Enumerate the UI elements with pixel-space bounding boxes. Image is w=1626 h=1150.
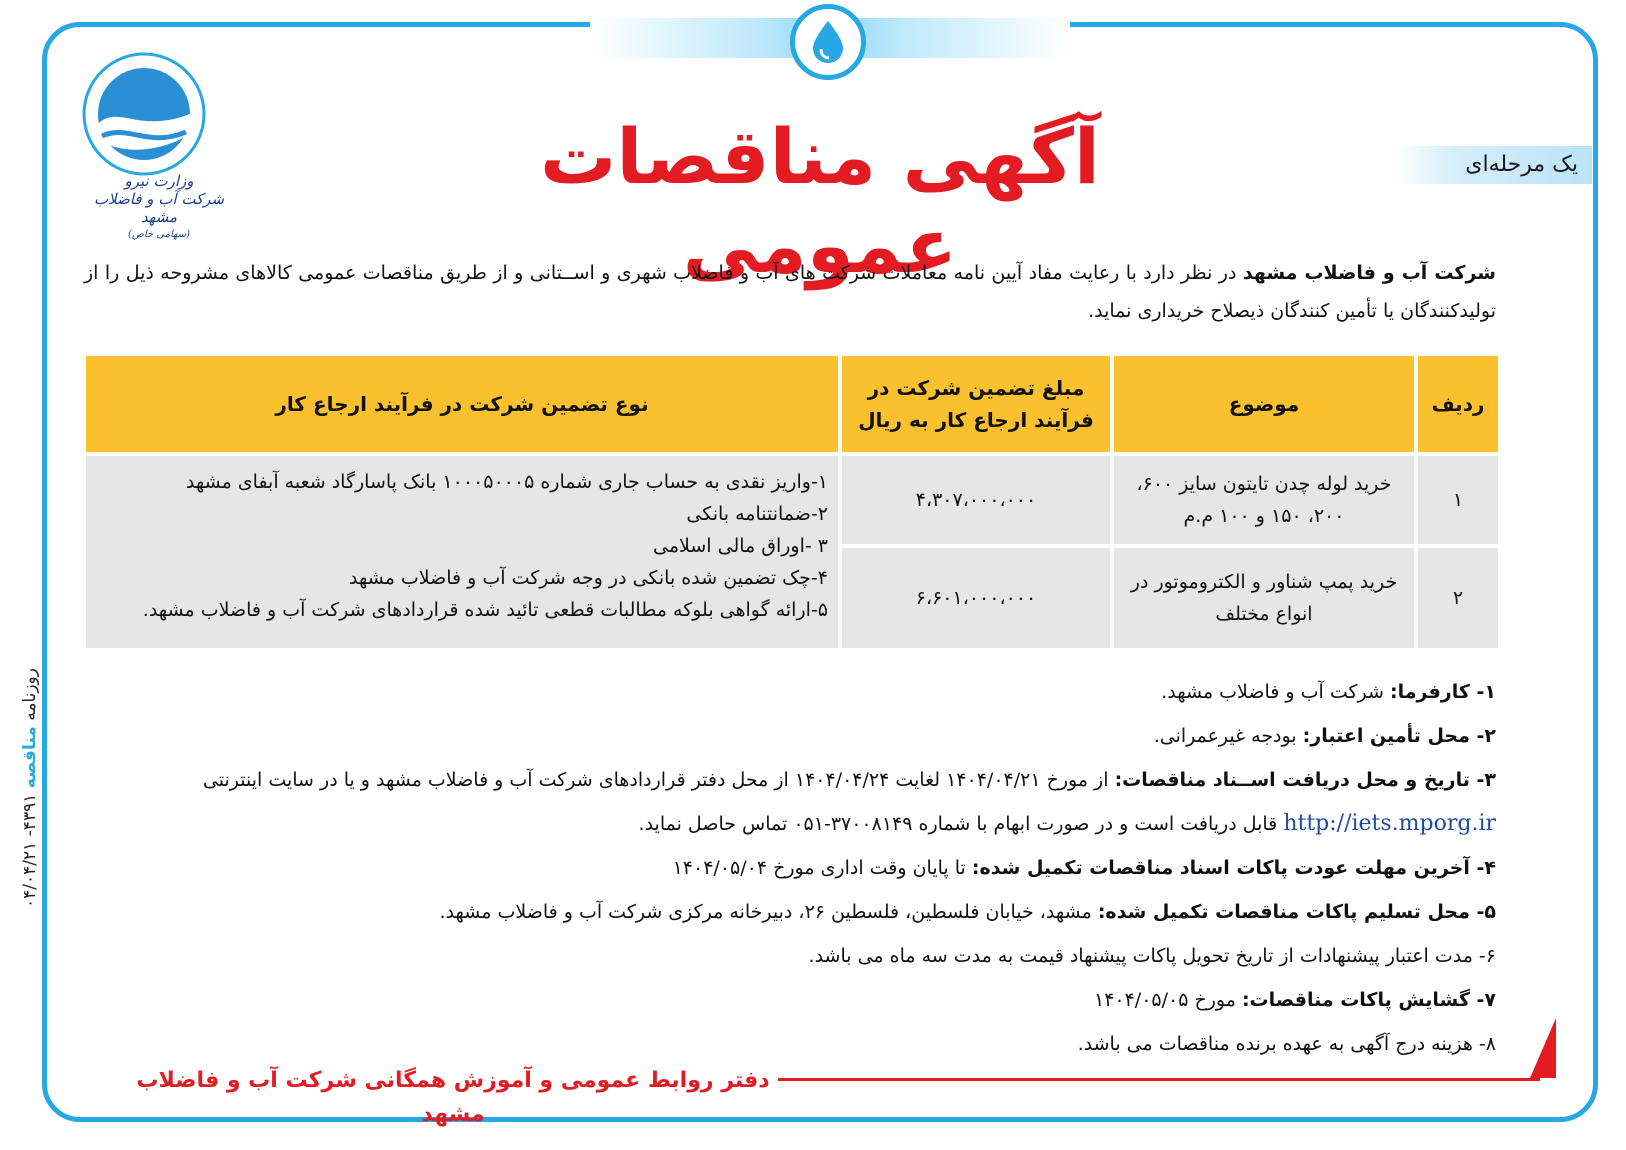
row-no: ۱ (1418, 452, 1498, 544)
intro-company: شرکت آب و فاضلاب مشهد (1242, 262, 1496, 284)
condition-label: ۴- آخرین مهلت عودت پاکات اسناد مناقصات تکمیل شده: (971, 857, 1496, 879)
condition-text: مشهد، خیابان فلسطین، فلسطین ۲۶، دبیرخانه مرکزی شرکت آب و فاضلاب مشهد. (439, 901, 1098, 923)
newspaper-name: روزنامه (20, 668, 40, 721)
table-header-row (86, 356, 1498, 452)
row-subject: خرید لوله چدن تایتون سایز ۶۰۰، ۲۰۰، ۱۵۰ و ۱۰۰ م.م (1114, 452, 1414, 544)
condition-item (84, 890, 1496, 934)
page-title: آگهی مناقصات عمومی (540, 112, 1100, 290)
header-row-no: ردیف (1418, 356, 1498, 452)
row-subject: خرید پمپ شناور و الکتروموتور در انواع مختلف (1114, 544, 1414, 648)
condition-text: بودجه غیرعمرانی. (1153, 725, 1303, 747)
condition-label: ۵- محل تسلیم پاکات مناقصات تکمیل شده: (1097, 901, 1496, 923)
guarantee-item: ۵-ارائه گواهی بلوکه مطالبات قطعی تائید شده قراردادهای شرکت آب و فاضلاب مشهد. (142, 599, 828, 621)
condition-item (84, 802, 1496, 846)
header-amount: مبلغ تضمین شرکت در فرآیند ارجاع کار به ریال (842, 356, 1110, 452)
iets-link[interactable]: http://iets.mporg.ir (1283, 811, 1496, 836)
stage-label: یک مرحله‌ای (1392, 146, 1592, 184)
newspaper-issue: ۴۳۹۱- ۰۴/۰۴/۲۱ (20, 793, 40, 908)
condition-item (84, 714, 1496, 758)
condition-item (84, 1022, 1496, 1066)
condition-text: شرکت آب و فاضلاب مشهد. (1161, 681, 1390, 703)
intro-text: در نظر دارد با رعایت مفاد آیین نامه معاملات شرکت های آب و فاضلاب شهری و اســتانی و از طریق مناقصات عمومی کالاهای مشروحه ذیل را از تولیدکنندگان یا تأمین کنندگان ذیصلاح خریداری نماید. (84, 262, 1496, 322)
logo-company: شرکت آب و فاضلاب مشهد (93, 190, 225, 226)
table-row (86, 452, 1498, 544)
condition-text: ۸- هزینه درج آگهی به عهده برنده مناقصات می باشد. (1077, 1033, 1496, 1055)
row-no: ۲ (1418, 544, 1498, 648)
condition-label: ۲- محل تأمین اعتبار: (1302, 725, 1496, 747)
condition-label: ۷- گشایش پاکات مناقصات: (1241, 989, 1496, 1011)
condition-item (84, 670, 1496, 714)
condition-label: ۱- کارفرما: (1390, 681, 1496, 703)
newspaper-stamp (10, 640, 50, 940)
row-amount: ۶،۶۰۱،۰۰۰،۰۰۰ (842, 544, 1110, 648)
condition-text: تا پایان وقت اداری مورخ ۱۴۰۴/۰۵/۰۴ (672, 857, 972, 879)
condition-item (84, 758, 1496, 802)
guarantee-item: ۴-چک تضمین شده بانکی در وجه شرکت آب و فاضلاب مشهد (349, 567, 828, 589)
water-drop-icon (790, 4, 866, 80)
tender-table (82, 356, 1502, 648)
condition-text: قابل دریافت است و در صورت ابهام با شماره ۳۷۰۰۸۱۴۹-۰۵۱ تماس حاصل نماید. (638, 813, 1284, 835)
logo-text (84, 172, 234, 244)
newspaper-brand: مناقصه (20, 726, 40, 789)
intro-paragraph (84, 254, 1496, 330)
logo-subtitle: (سهامی خاص) (127, 229, 191, 240)
conditions-list (84, 670, 1496, 1066)
row-amount: ۴،۳۰۷،۰۰۰،۰۰۰ (842, 452, 1110, 544)
guarantee-list (86, 452, 838, 648)
header-guarantee-type: نوع تضمین شرکت در فرآیند ارجاع کار (86, 356, 838, 452)
condition-item (84, 978, 1496, 1022)
guarantee-item: ۱-واریز نقدی به حساب جاری شماره ۱۰۰۰۵۰۰۰۵ بانک پاسارگاد شعبه آبفای مشهد (185, 471, 828, 493)
corner-accent (1530, 1018, 1556, 1078)
guarantee-item: ۲-ضمانتنامه بانکی (686, 503, 828, 525)
condition-label: ۳- تاریخ و محل دریافت اســناد مناقصات: (1114, 769, 1496, 791)
condition-item (84, 934, 1496, 978)
condition-item (84, 846, 1496, 890)
condition-text: از مورخ ۱۴۰۴/۰۴/۲۱ لغایت ۱۴۰۴/۰۴/۲۴ از محل دفتر قراردادهای شرکت آب و فاضلاب مشهد و یا در سایت اینترنتی (202, 769, 1115, 791)
guarantee-item: ۳ -اوراق مالی اسلامی (653, 535, 828, 557)
footer-text: دفتر روابط عمومی و آموزش همگانی شرکت آب و فاضلاب مشهد (128, 1064, 778, 1098)
condition-text: مورخ ۱۴۰۴/۰۵/۰۵ (1093, 989, 1242, 1011)
condition-text: ۶- مدت اعتبار پیشنهادات از تاریخ تحویل پاکات پیشنهاد قیمت به مدت سه ماه می باشد. (808, 945, 1496, 967)
logo-ministry: وزارت نیرو (124, 172, 194, 190)
header-subject: موضوع (1114, 356, 1414, 452)
